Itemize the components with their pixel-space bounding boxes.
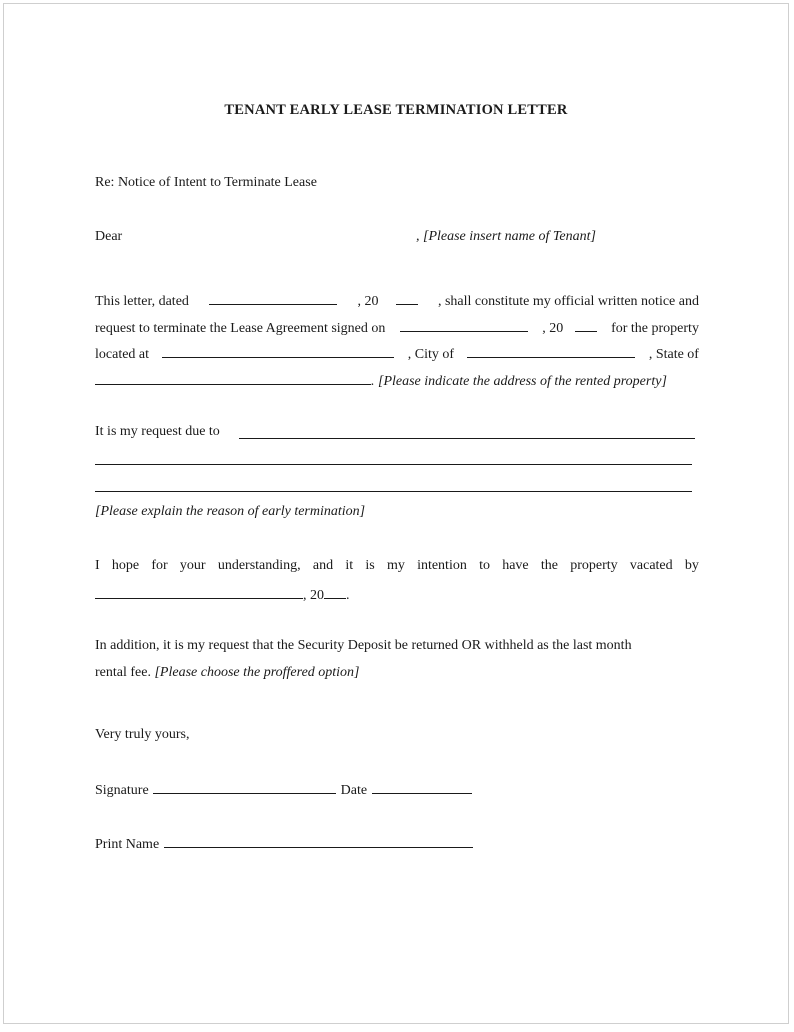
para3-text: . xyxy=(346,588,350,603)
para3-word: for xyxy=(151,558,168,573)
signed-date-blank[interactable] xyxy=(400,317,528,332)
signature-date-blank[interactable] xyxy=(372,779,472,794)
para1-line1 xyxy=(95,290,699,311)
salutation-dear: Dear xyxy=(95,229,123,244)
vacate-year-blank[interactable] xyxy=(324,584,346,599)
date-blank[interactable] xyxy=(209,290,337,305)
letter-page xyxy=(3,3,789,1024)
reason-hint: [Please explain the reason of early termination] xyxy=(95,504,366,519)
signature-line xyxy=(95,779,473,800)
para1-line2 xyxy=(95,317,699,338)
reason-lead: It is my request due to xyxy=(95,424,220,439)
para3-word: understanding, xyxy=(217,558,301,573)
para1-text: , 20 xyxy=(357,294,379,309)
para3-word: the xyxy=(540,558,558,573)
para1-text: , shall constitute my official written notice and xyxy=(437,294,699,309)
para1-text: request to terminate the Lease Agreement signed on xyxy=(95,321,386,336)
date-label: Date xyxy=(340,783,368,798)
para3-word: intention xyxy=(417,558,467,573)
para1-line3 xyxy=(95,343,699,364)
para1-text: for the property xyxy=(611,321,699,336)
deposit-hint: [Please choose the proffered option] xyxy=(154,665,360,680)
state-blank[interactable] xyxy=(95,370,371,385)
para3-text: , 20 xyxy=(303,588,324,603)
para3-word: your xyxy=(179,558,206,573)
signature-label: Signature xyxy=(95,783,149,798)
print-name-label: Print Name xyxy=(95,837,160,852)
para3-line2 xyxy=(95,584,350,605)
city-blank[interactable] xyxy=(467,343,635,358)
reason-blank[interactable] xyxy=(239,438,695,439)
para1-text: , State of xyxy=(648,347,699,362)
deposit-line2 xyxy=(95,664,360,682)
para3-line1 xyxy=(95,557,699,575)
print-name-line xyxy=(95,833,474,854)
re-line: Re: Notice of Intent to Terminate Lease xyxy=(95,175,317,190)
address-blank[interactable] xyxy=(162,343,394,358)
signed-year-blank[interactable] xyxy=(575,317,597,332)
reason-blank[interactable] xyxy=(95,491,692,492)
para3-word: have xyxy=(502,558,529,573)
print-name-blank[interactable] xyxy=(164,833,473,848)
para3-word: my xyxy=(386,558,405,573)
year-blank[interactable] xyxy=(396,290,418,305)
deposit-line1: In addition, it is my request that the Security Deposit be returned OR withheld as the last month xyxy=(95,638,632,653)
para3-word: property xyxy=(570,558,618,573)
para3-word: I xyxy=(95,558,100,573)
address-hint: . [Please indicate the address of the rented property] xyxy=(371,374,667,389)
para3-word: by xyxy=(684,558,699,573)
signature-blank[interactable] xyxy=(153,779,336,794)
reason-blank[interactable] xyxy=(95,464,692,465)
para1-text: This letter, dated xyxy=(95,294,189,309)
vacate-date-blank[interactable] xyxy=(95,584,303,599)
deposit-text: rental fee. xyxy=(95,665,151,680)
closing: Very truly yours, xyxy=(95,727,190,742)
para1-text: , 20 xyxy=(542,321,564,336)
para1-text: located at xyxy=(95,347,150,362)
para3-word: it xyxy=(345,558,354,573)
salutation-hint: , [Please insert name of Tenant] xyxy=(416,229,596,244)
para3-word: is xyxy=(365,558,375,573)
para1-text: , City of xyxy=(407,347,455,362)
page-title: TENANT EARLY LEASE TERMINATION LETTER xyxy=(224,102,568,118)
para3-word: vacated xyxy=(629,558,673,573)
para3-word: hope xyxy=(111,558,140,573)
para3-word: to xyxy=(479,558,490,573)
para3-word: and xyxy=(312,558,334,573)
para1-line4 xyxy=(95,370,667,391)
